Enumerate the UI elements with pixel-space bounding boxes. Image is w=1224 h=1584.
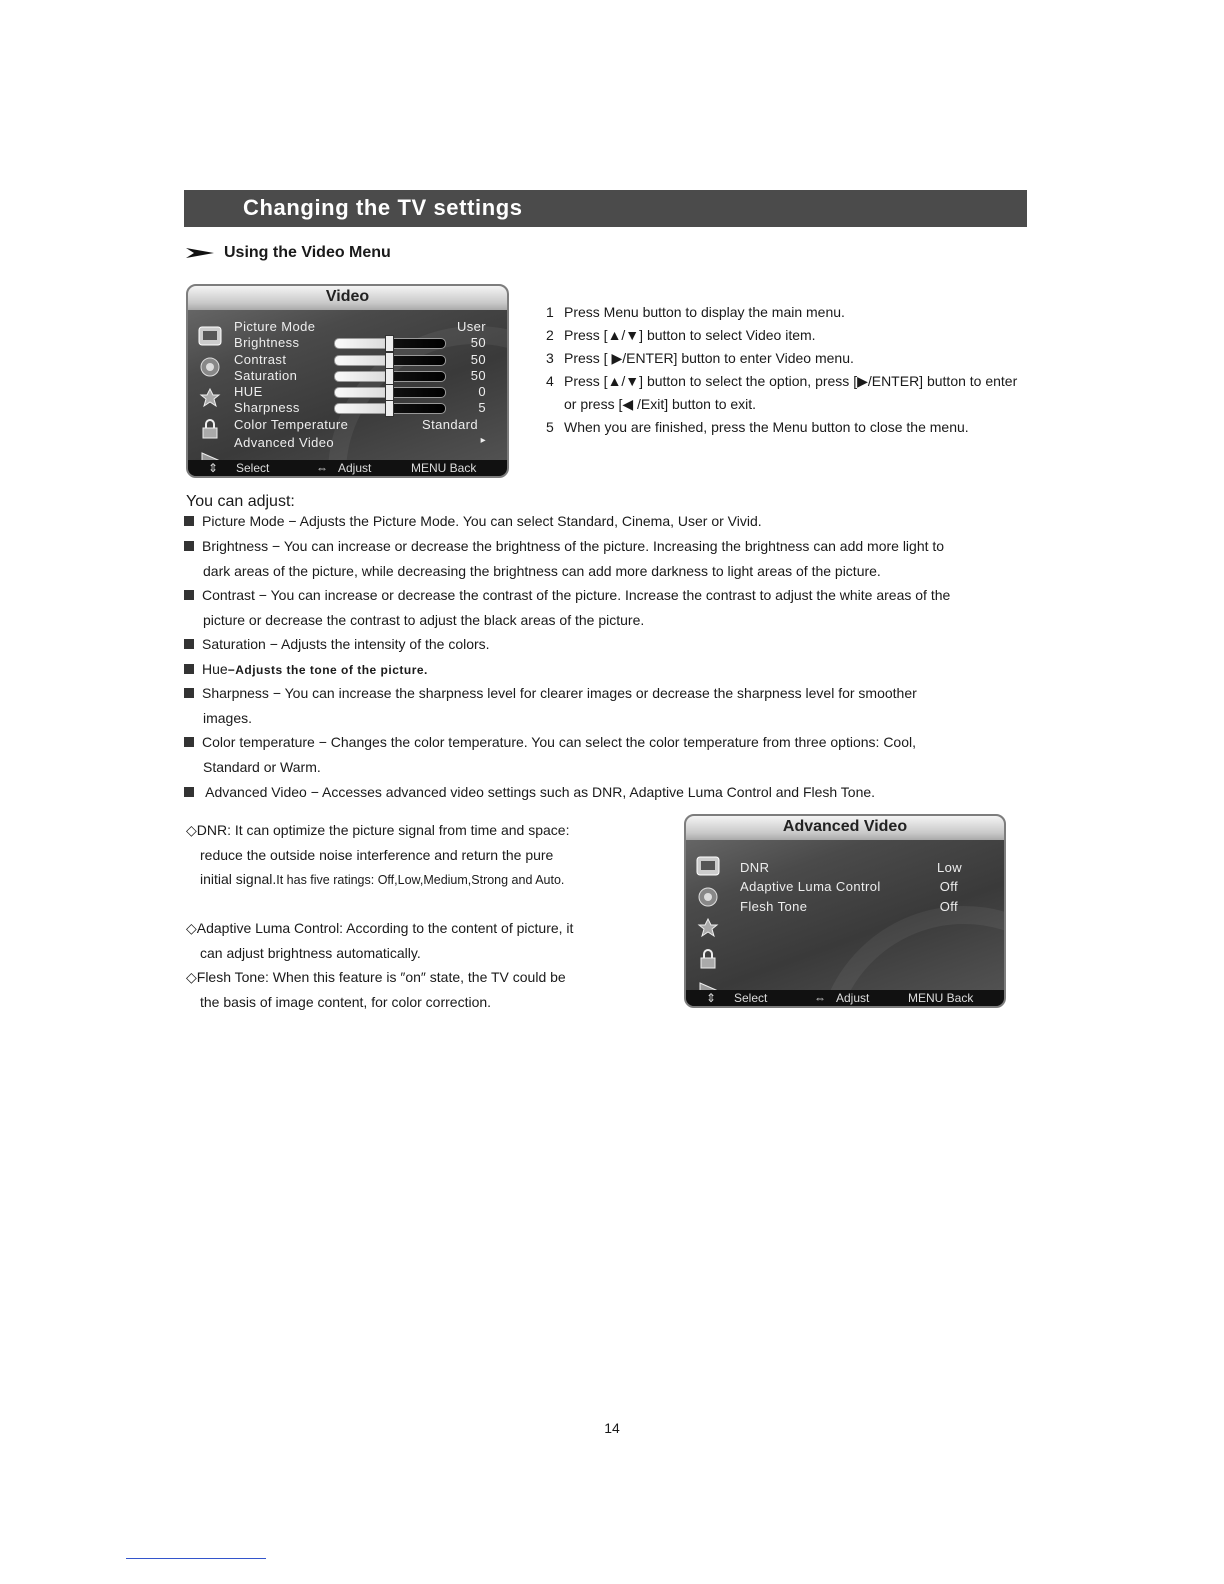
step-1: 1 Press Menu button to display the main menu. <box>546 304 845 320</box>
bullet-brightness-continued: dark areas of the picture, while decreasing the brightness can add more darkness to light areas of the picture. <box>203 563 881 579</box>
menu-row-hue[interactable]: HUE 0 <box>234 384 486 399</box>
menu-sidebar <box>193 324 227 478</box>
menu-row-contrast[interactable]: Contrast 50 <box>234 352 486 367</box>
menu-row-advanced-video[interactable]: Advanced Video ▸ <box>234 435 486 450</box>
bullet-sharpness: Sharpness − You can increase the sharpness level for clearer images or decrease the sharpness level for smoother <box>184 685 917 701</box>
menu-footer: ⇕ Select ⇔ Adjust MENU Back <box>188 460 507 476</box>
page-number: 14 <box>604 1420 620 1436</box>
menu-sidebar <box>691 854 725 1008</box>
menu-row-dnr[interactable]: DNR Low <box>740 860 962 875</box>
bullet-advanced-video: Advanced Video − Accesses advanced video settings such as DNR, Adaptive Luma Control and Flesh Tone. <box>184 784 875 800</box>
subsection-heading-text: Using the Video Menu <box>224 244 391 261</box>
up-down-icon: ⇕ <box>706 991 717 1005</box>
audio-icon <box>196 355 224 379</box>
bullet-color-temperature: Color temperature − Changes the color temperature. You can select the color temperature from three options: Cool, <box>184 734 916 750</box>
brightness-slider[interactable] <box>334 338 446 349</box>
advanced-video-menu-screenshot <box>684 814 1006 1008</box>
step-4-continued: or press [◀ /Exit] button to exit. <box>564 396 757 412</box>
menu-row-flesh-tone[interactable]: Flesh Tone Off <box>740 899 958 914</box>
bullet-saturation: Saturation − Adjusts the intensity of the colors. <box>184 636 490 652</box>
subsection-heading <box>186 244 391 262</box>
picture-icon <box>694 854 722 878</box>
menu-row-color-temperature[interactable]: Color Temperature Standard <box>234 417 478 432</box>
dnr-description-line-2: reduce the outside noise interference and return the pure <box>200 847 554 863</box>
video-menu-screenshot <box>186 284 509 478</box>
advanced-menu-rows <box>740 860 962 930</box>
menu-row-picture-mode[interactable]: Picture Mode User <box>234 319 486 334</box>
luma-description: ◇Adaptive Luma Control: According to the content of picture, it <box>186 920 574 936</box>
step-3: 3 Press [ ▶/ENTER] button to enter Video menu. <box>546 350 854 366</box>
menu-row-sharpness[interactable]: Sharpness 5 <box>234 400 486 415</box>
left-right-icon: ⇔ <box>316 461 328 475</box>
adjust-title: You can adjust: <box>186 493 295 510</box>
bullet-contrast: Contrast − You can increase or decrease the contrast of the picture. Increase the contrast to adjust the white areas of the <box>184 587 950 603</box>
dnr-description-line-3: initial signal.It has five ratings: Off,Low,Medium,Strong and Auto. <box>200 871 565 887</box>
bullet-color-temperature-continued: Standard or Warm. <box>203 759 321 775</box>
bullet-contrast-continued: picture or decrease the contrast to adjust the black areas of the picture. <box>203 612 645 628</box>
lock-icon <box>196 417 224 441</box>
sharpness-slider[interactable] <box>334 403 446 414</box>
lock-icon <box>694 947 722 971</box>
arrow-icon <box>186 247 214 259</box>
advanced-video-menu-title: Advanced Video <box>686 816 1004 840</box>
page-title: Changing the TV settings <box>243 195 523 220</box>
hue-slider[interactable] <box>334 387 446 398</box>
dnr-description: ◇DNR: It can optimize the picture signal from time and space: <box>186 822 570 838</box>
menu-row-adaptive-luma-control[interactable]: Adaptive Luma Control Off <box>740 879 958 894</box>
video-menu-rows <box>234 319 486 449</box>
contrast-slider[interactable] <box>334 355 446 366</box>
luma-description-line-2: can adjust brightness automatically. <box>200 945 421 961</box>
step-4: 4 Press [▲/▼] button to select the option, press [▶/ENTER] button to enter <box>546 373 1018 389</box>
setup-icon <box>196 386 224 410</box>
flesh-tone-description-line-2: the basis of image content, for color correction. <box>200 994 492 1010</box>
up-down-icon: ⇕ <box>208 461 219 475</box>
video-menu-title: Video <box>188 286 507 310</box>
bullet-sharpness-continued: images. <box>203 710 253 726</box>
setup-icon <box>694 916 722 940</box>
flesh-tone-description: ◇Flesh Tone: When this feature is ″on″ state, the TV could be <box>186 969 566 985</box>
chevron-right-icon: ▸ <box>480 435 486 446</box>
menu-footer: ⇕ Select ⇔ Adjust MENU Back <box>686 990 1004 1006</box>
footnote-divider <box>126 1558 266 1559</box>
bullet-brightness: Brightness − You can increase or decrease the brightness of the picture. Increasing the brightness can add more light to <box>184 538 944 554</box>
menu-row-saturation[interactable]: Saturation 50 <box>234 368 486 383</box>
bullet-picture-mode: Picture Mode − Adjusts the Picture Mode. You can select Standard, Cinema, User or Vivid. <box>184 513 762 529</box>
picture-icon <box>196 324 224 348</box>
section-banner <box>184 190 1027 227</box>
saturation-slider[interactable] <box>334 371 446 382</box>
left-right-icon: ⇔ <box>814 991 826 1005</box>
step-2: 2 Press [▲/▼] button to select Video item. <box>546 327 816 343</box>
audio-icon <box>694 885 722 909</box>
bullet-hue: Hue−Adjusts the tone of the picture. <box>184 661 428 677</box>
step-5: 5 When you are finished, press the Menu button to close the menu. <box>546 419 969 435</box>
menu-row-brightness[interactable]: Brightness 50 <box>234 335 486 350</box>
